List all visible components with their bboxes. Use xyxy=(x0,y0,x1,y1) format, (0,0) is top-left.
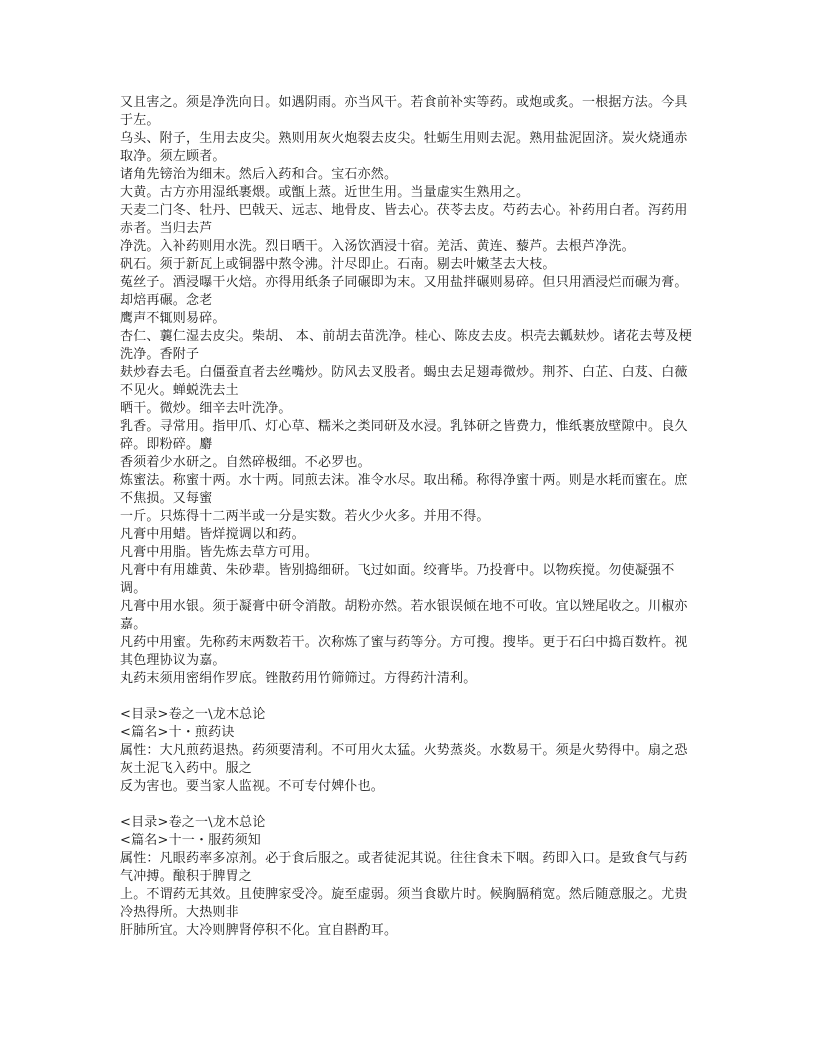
paragraph: 炼蜜法。称蜜十两。水十两。同煎去沫。准令水尽。取出稀。称得净蜜十两。则是水耗而蜜在。庶不焦损。又每蜜 xyxy=(120,473,688,506)
paragraph: 属性：凡眼药率多凉剂。必于食后服之。或者徒泥其说。往往食未下咽。药即入口。是致食气与药气冲搏。酿积于脾胃之 xyxy=(120,851,688,884)
paragraph: 净洗。入补药则用水洗。烈日晒干。入汤饮酒浸十宿。羌活、黄连、藜芦。去根芦净洗。 xyxy=(120,239,635,254)
paragraph: 丸药末须用密绢作罗底。锉散药用竹筛筛过。方得药汁清利。 xyxy=(120,671,477,686)
paragraph: 凡膏中用蜡。皆烊搅调以和药。 xyxy=(120,527,305,542)
paragraph: 又且害之。须是净洗向日。如遇阴雨。亦当风干。若食前补实等药。或炮或炙。一根据方法。今具于左。 xyxy=(120,95,688,128)
paragraph: 麸炒舂去毛。白僵蚕直者去丝嘴炒。防风去叉股者。蝎虫去足翅毒微炒。荆芥、白芷、白芨、白薇不见火。蝉蜕洗去土 xyxy=(120,365,688,398)
catalog-heading: <目录>卷之一\龙木总论 xyxy=(120,707,266,722)
paragraph: 菟丝子。酒浸曝干火焙。亦得用纸条子同碾即为末。又用盐拌碾则易碎。但只用酒浸烂而碾为膏。却焙再碾。念老 xyxy=(120,275,688,308)
paragraph: 凡药中用蜜。先称药末两数若干。次称炼了蜜与药等分。方可搜。搜毕。更于石臼中捣百数杵。视其色理协议为嘉。 xyxy=(120,635,688,668)
section-medication-notes xyxy=(120,814,698,940)
paragraph: 矾石。须于新瓦上或铜器中熬令沸。汁尽即止。石南。剔去叶嫩茎去大枝。 xyxy=(120,257,556,272)
paragraph: 香须着少水研之。自然碎极细。不必罗也。 xyxy=(120,455,371,470)
paragraph: 一斤。只炼得十二两半或一分是实数。若火少火多。并用不得。 xyxy=(120,509,490,524)
paragraph: 天麦二门冬、牡丹、巴戟天、远志、地骨皮、皆去心。茯苓去皮。芍药去心。补药用白者。泻药用赤者。当归去芦 xyxy=(120,203,688,236)
paragraph: 属性：大凡煎药退热。药须要清利。不可用火太猛。火势蒸炎。水数易干。须是火势得中。扇之恐灰土泥飞入药中。服之 xyxy=(120,743,688,776)
paragraph: 大黄。古方亦用湿纸裹煨。或甑上蒸。近世生用。当量虚实生熟用之。 xyxy=(120,185,530,200)
paragraph: 晒干。微炒。细辛去叶洗净。 xyxy=(120,401,292,416)
paragraph: 凡膏中用脂。皆先炼去草方可用。 xyxy=(120,545,319,560)
paragraph: 凡膏中用水银。须于凝膏中研令消散。胡粉亦然。若水银误倾在地不可收。宜以矬尾收之。川椒亦嘉。 xyxy=(120,599,688,632)
catalog-heading: <目录>卷之一\龙木总论 xyxy=(120,815,266,830)
paragraph: 鹰声不辄则易碎。 xyxy=(120,311,226,326)
paragraph: 肝肺所宜。大冷则脾肾停积不化。宜自斟酌耳。 xyxy=(120,923,398,938)
section-decoction-tips xyxy=(120,706,698,796)
section-spacer xyxy=(120,688,698,706)
chapter-title: <篇名>十一・服药须知 xyxy=(120,833,261,848)
paragraph: 凡膏中有用雄黄、朱砂辈。皆别捣细研。飞过如面。绞膏毕。乃投膏中。以物疾搅。勿使凝强不调。 xyxy=(120,563,675,596)
paragraph: 上。不谓药无其效。且使脾家受冷。旋至虚弱。须当食歇片时。候胸膈稍宽。然后随意服之。尤贵冷热得所。大热则非 xyxy=(120,887,688,920)
text-block-medicine-preparation xyxy=(120,94,698,688)
section-spacer xyxy=(120,796,698,814)
paragraph: 乳香。寻常用。指甲爪、灯心草、糯米之类同研及水浸。乳钵研之皆费力，惟纸裹放壁隙中。良久碎。即粉碎。麝 xyxy=(120,419,688,452)
paragraph: 反为害也。要当家人监视。不可专付婢仆也。 xyxy=(120,779,385,794)
chapter-title: <篇名>十・煎药诀 xyxy=(120,725,235,740)
paragraph: 杏仁、蘘仁湿去皮尖。柴胡、 本、前胡去苗洗净。桂心、陈皮去皮。枳壳去瓤麸炒。诸花去萼及梗洗净。香附子 xyxy=(120,329,692,362)
paragraph: 诸角先镑治为细末。然后入药和合。宝石亦然。 xyxy=(120,167,398,182)
document-page xyxy=(120,94,698,940)
paragraph: 乌头、附子，生用去皮尖。熟则用灰火炮裂去皮尖。牡蛎生用则去泥。熟用盐泥固济。炭火烧通赤取净。须左顾者。 xyxy=(120,131,688,164)
